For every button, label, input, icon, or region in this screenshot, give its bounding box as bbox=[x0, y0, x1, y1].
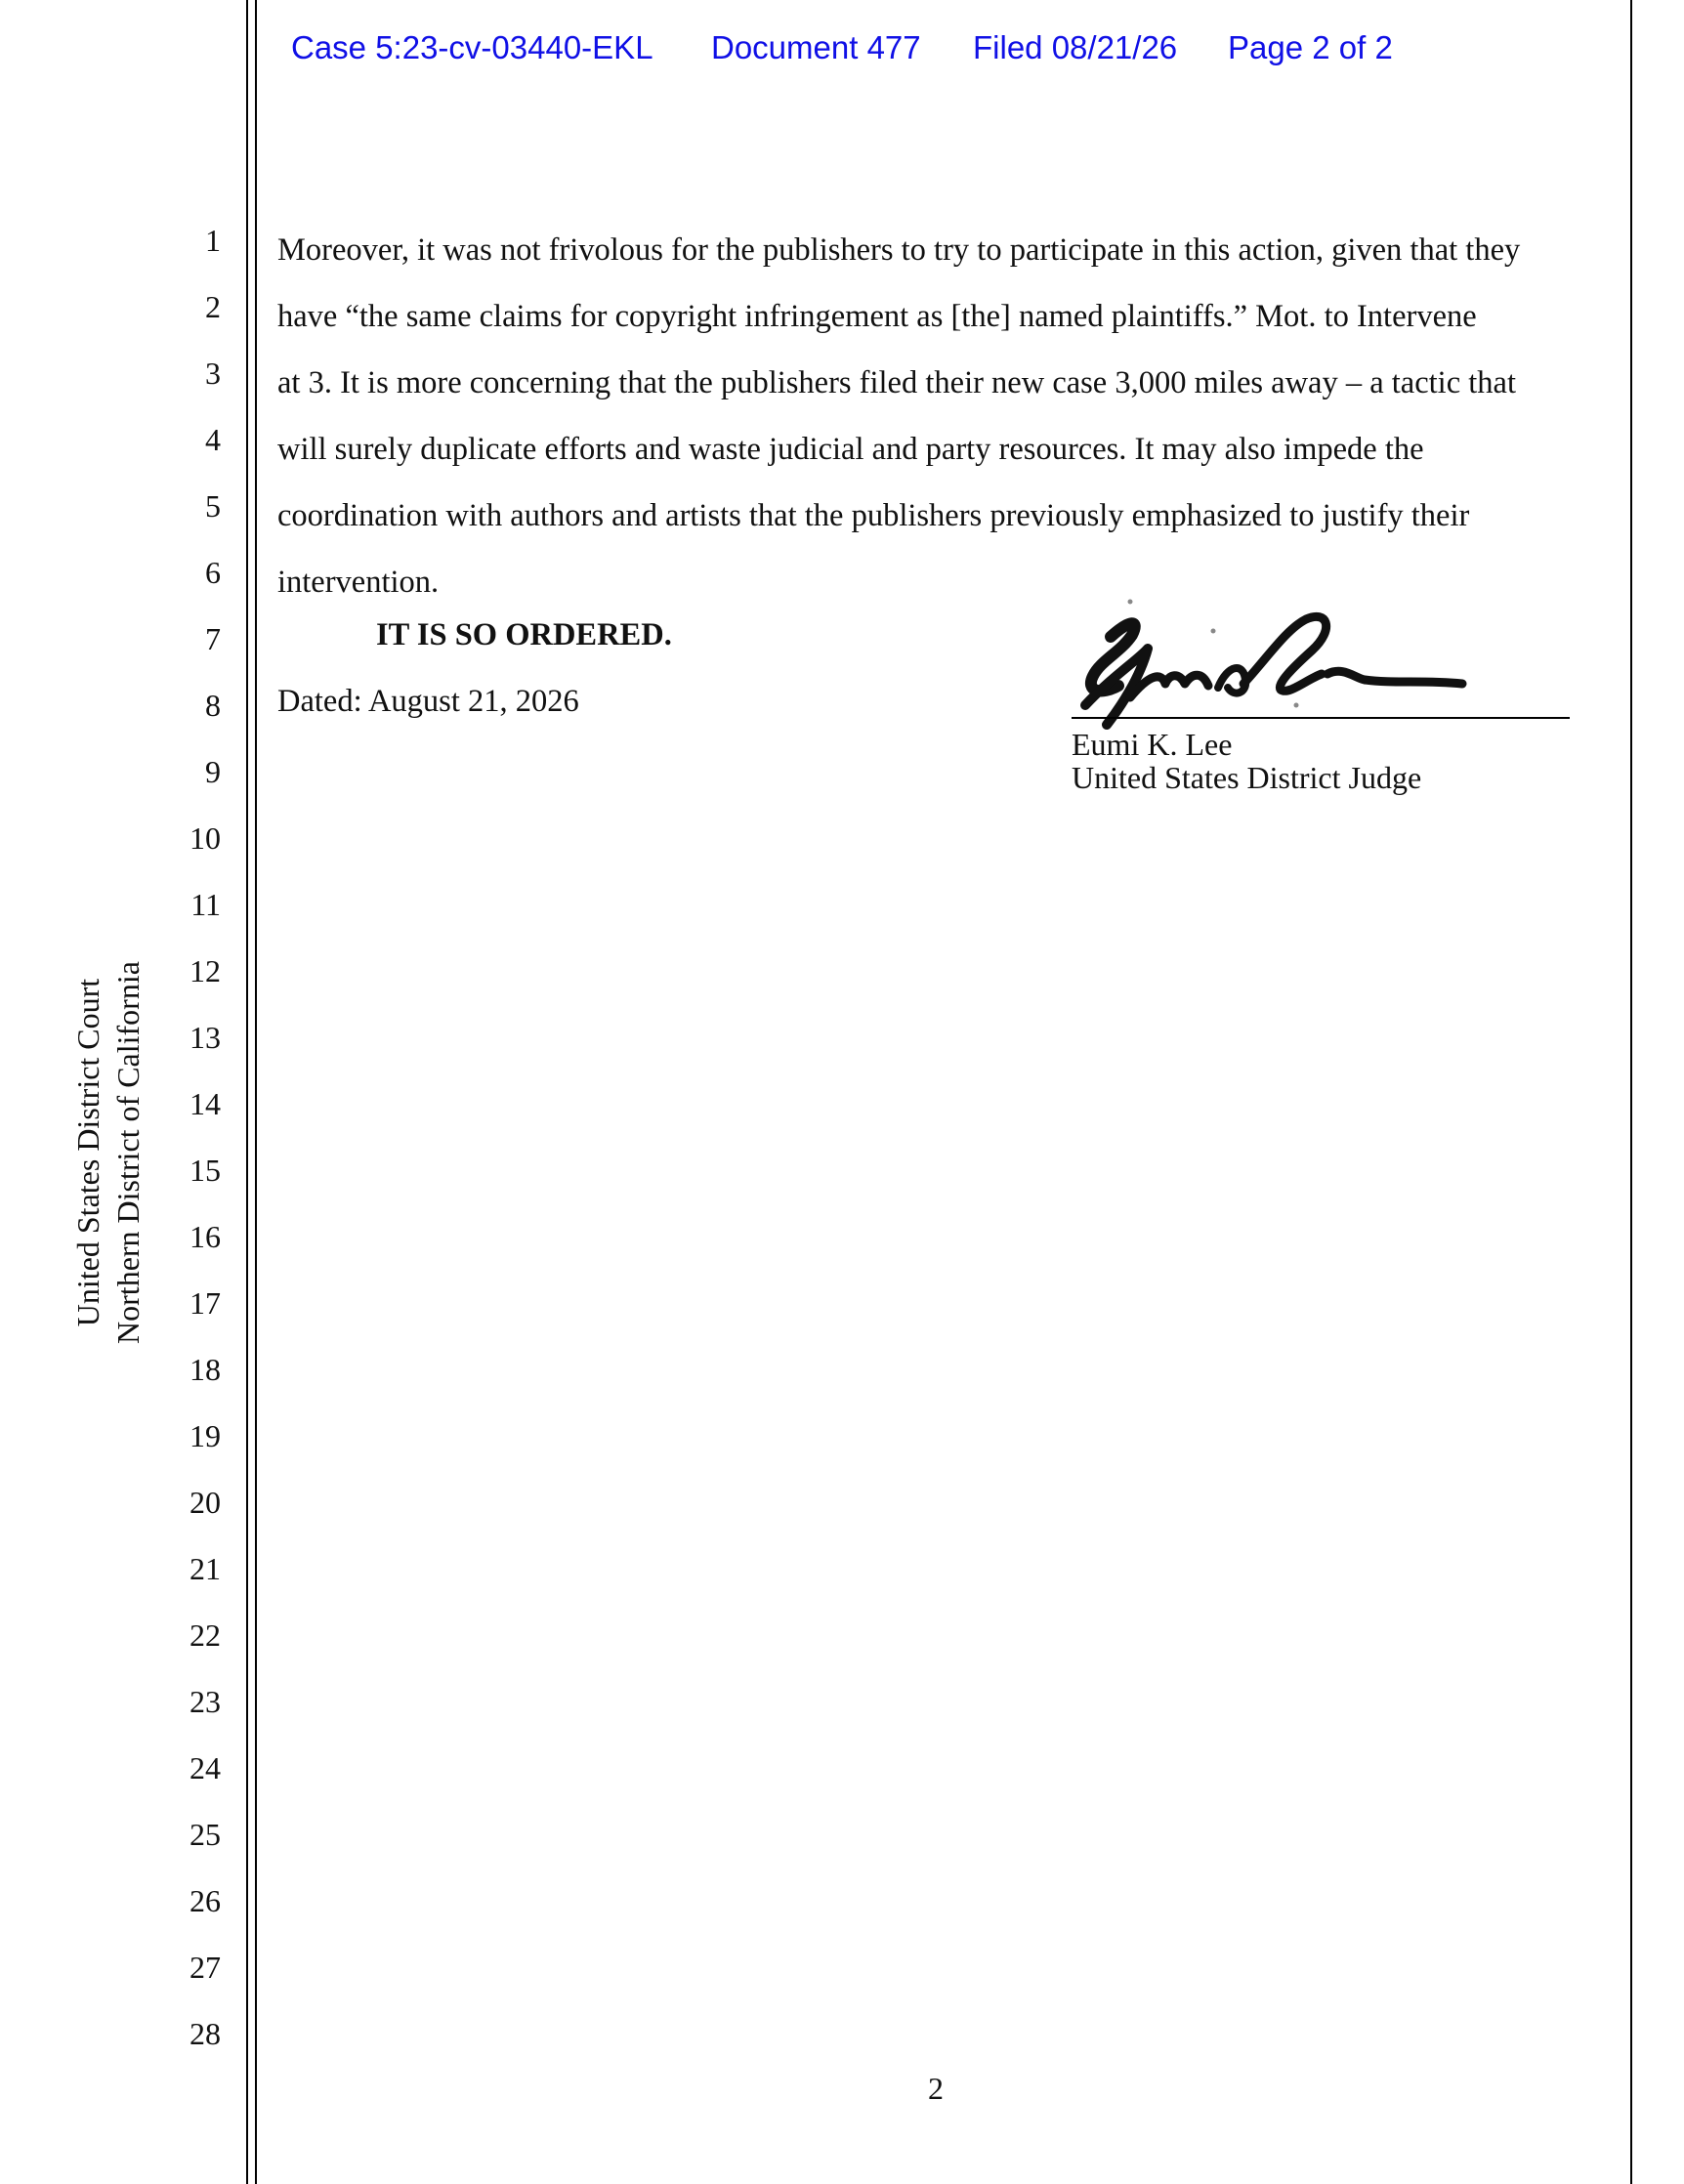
body-line: will surely duplicate efforts and waste judicial and party resources. It may also impede the bbox=[277, 432, 1424, 467]
body-line: have “the same claims for copyright infringement as [the] named plaintiffs.” Mot. to Intervene bbox=[277, 299, 1477, 334]
signature-line bbox=[1072, 717, 1570, 719]
line-number: 19 bbox=[189, 1418, 221, 1453]
margin-rule-left-outer bbox=[246, 0, 248, 2184]
line-number: 4 bbox=[205, 422, 221, 457]
pleading-line-numbers bbox=[166, 0, 221, 2184]
line-number: 28 bbox=[189, 2016, 221, 2051]
line-number: 1 bbox=[205, 223, 221, 258]
order-body bbox=[277, 217, 1625, 615]
page-number: 2 bbox=[928, 2071, 944, 2106]
page-number-footer bbox=[0, 2071, 1684, 2107]
so-ordered-heading: IT IS SO ORDERED. bbox=[376, 617, 672, 652]
line-number: 14 bbox=[189, 1086, 221, 1121]
header-case-number: Case 5:23-cv-03440-EKL bbox=[291, 29, 653, 65]
court-district: Northern District of California bbox=[110, 961, 146, 1344]
line-number: 9 bbox=[205, 754, 221, 789]
judge-title: United States District Judge bbox=[1072, 760, 1422, 795]
body-line: intervention. bbox=[277, 565, 440, 600]
margin-rule-right bbox=[1630, 0, 1632, 2184]
filing-header bbox=[0, 29, 1684, 72]
line-number: 6 bbox=[205, 555, 221, 590]
line-number: 20 bbox=[189, 1485, 221, 1520]
line-number: 2 bbox=[205, 289, 221, 324]
line-number: 27 bbox=[189, 1950, 221, 1985]
line-number: 24 bbox=[189, 1750, 221, 1785]
court-sidebar bbox=[68, 928, 156, 1377]
line-number: 8 bbox=[205, 688, 221, 723]
line-number: 10 bbox=[189, 820, 221, 856]
header-page-count: Page 2 of 2 bbox=[1228, 29, 1393, 65]
body-line: coordination with authors and artists that the publishers previously emphasized to justify their bbox=[277, 498, 1470, 533]
body-line: at 3. It is more concerning that the publishers filed their new case 3,000 miles away – a tactic that bbox=[277, 365, 1516, 400]
line-number: 15 bbox=[189, 1153, 221, 1188]
body-line: Moreover, it was not frivolous for the publishers to try to participate in this action, given that they bbox=[277, 232, 1521, 268]
line-number: 26 bbox=[189, 1883, 221, 1918]
line-number: 7 bbox=[205, 621, 221, 656]
line-number: 25 bbox=[189, 1817, 221, 1852]
line-number: 22 bbox=[189, 1617, 221, 1653]
line-number: 18 bbox=[189, 1352, 221, 1387]
judge-name: Eumi K. Lee bbox=[1072, 727, 1233, 762]
header-document-number: Document 477 bbox=[711, 29, 921, 65]
line-number: 11 bbox=[190, 887, 221, 922]
line-number: 12 bbox=[189, 953, 221, 988]
line-number: 23 bbox=[189, 1684, 221, 1719]
line-number: 3 bbox=[205, 356, 221, 391]
line-number: 5 bbox=[205, 488, 221, 524]
line-number: 21 bbox=[189, 1551, 221, 1586]
margin-rule-left-inner bbox=[255, 0, 257, 2184]
handwritten-signature-icon bbox=[1072, 590, 1482, 736]
header-filed-date: Filed 08/21/26 bbox=[973, 29, 1178, 65]
line-number: 16 bbox=[189, 1219, 221, 1254]
line-number: 17 bbox=[189, 1285, 221, 1321]
dated-line: Dated: August 21, 2026 bbox=[277, 684, 579, 719]
line-number: 13 bbox=[189, 1020, 221, 1055]
court-name: United States District Court bbox=[70, 978, 105, 1327]
